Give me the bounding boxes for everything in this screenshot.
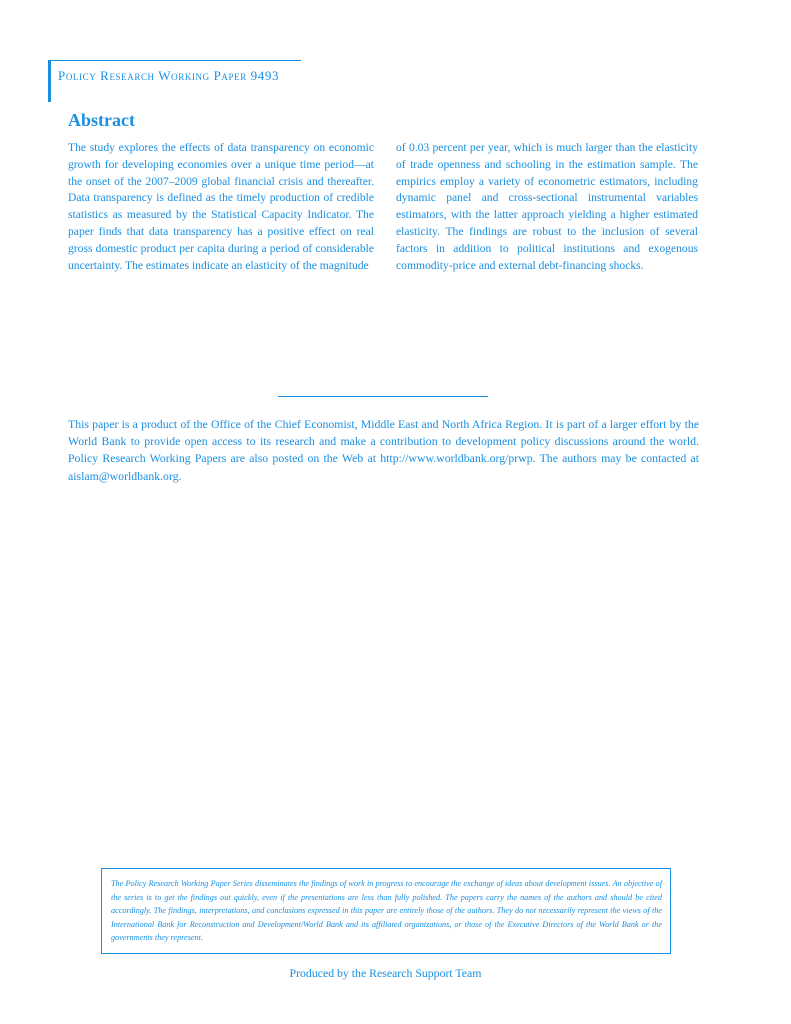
section-divider xyxy=(278,396,488,397)
series-header xyxy=(48,60,300,102)
footer-credit: Produced by the Research Support Team xyxy=(289,966,482,980)
series-header-rule xyxy=(51,60,301,61)
disclaimer-box xyxy=(101,868,671,954)
abstract-column-left: The study explores the effects of data transparency on economic growth for developing economies over a unique time period—at the onset of the 2007–2009 global financial crisis and thereafter. Data transparency is defined as the timely production of credible statistics as measured by the Statistical Capacity Indicator. The paper finds that data transparency has a positive effect on real gross domestic product per capita during a period of considerable uncertainty. The estimates indicate an elasticity of the magnitude xyxy=(68,141,374,272)
abstract-heading: Abstract xyxy=(68,110,135,130)
series-title: Policy Research Working Paper 9493 xyxy=(58,68,280,83)
disclaimer-text: The Policy Research Working Paper Series disseminates the findings of work in progress to encourage the exchange of ideas about development issues. An objective of the series is to get the findings out quickly, even if the presentations are less than fully polished. The papers carry the names of the authors and should be cited accordingly. The findings, interpretations, and conclusions expressed in this paper are entirely those of the authors. They do not necessarily represent the views of the International Bank for Reconstruction and Development/World Bank and its affiliated organizations, or those of the Executive Directors of the World Bank or the governments they represent. xyxy=(111,879,662,943)
product-note: This paper is a product of the Office of the Chief Economist, Middle East and North Africa Region. It is part of a larger effort by the World Bank to provide open access to its research and make a contribution to development policy discussions around the world. Policy Research Working Papers are also posted on the Web at http://www.worldbank.org/prwp. The authors may be contacted at aislam@worldbank.org. xyxy=(68,417,699,483)
abstract-column-right: of 0.03 percent per year, which is much larger than the elasticity of trade openness and schooling in the estimation sample. The empirics employ a variety of econometric estimators, including dynamic panel and cross-sectional instrumental variables estimators, with the latter approach yielding a higher estimated elasticity. The findings are robust to the inclusion of several factors in addition to political institutions and exogenous commodity-price and external debt-financing shocks. xyxy=(396,141,698,272)
